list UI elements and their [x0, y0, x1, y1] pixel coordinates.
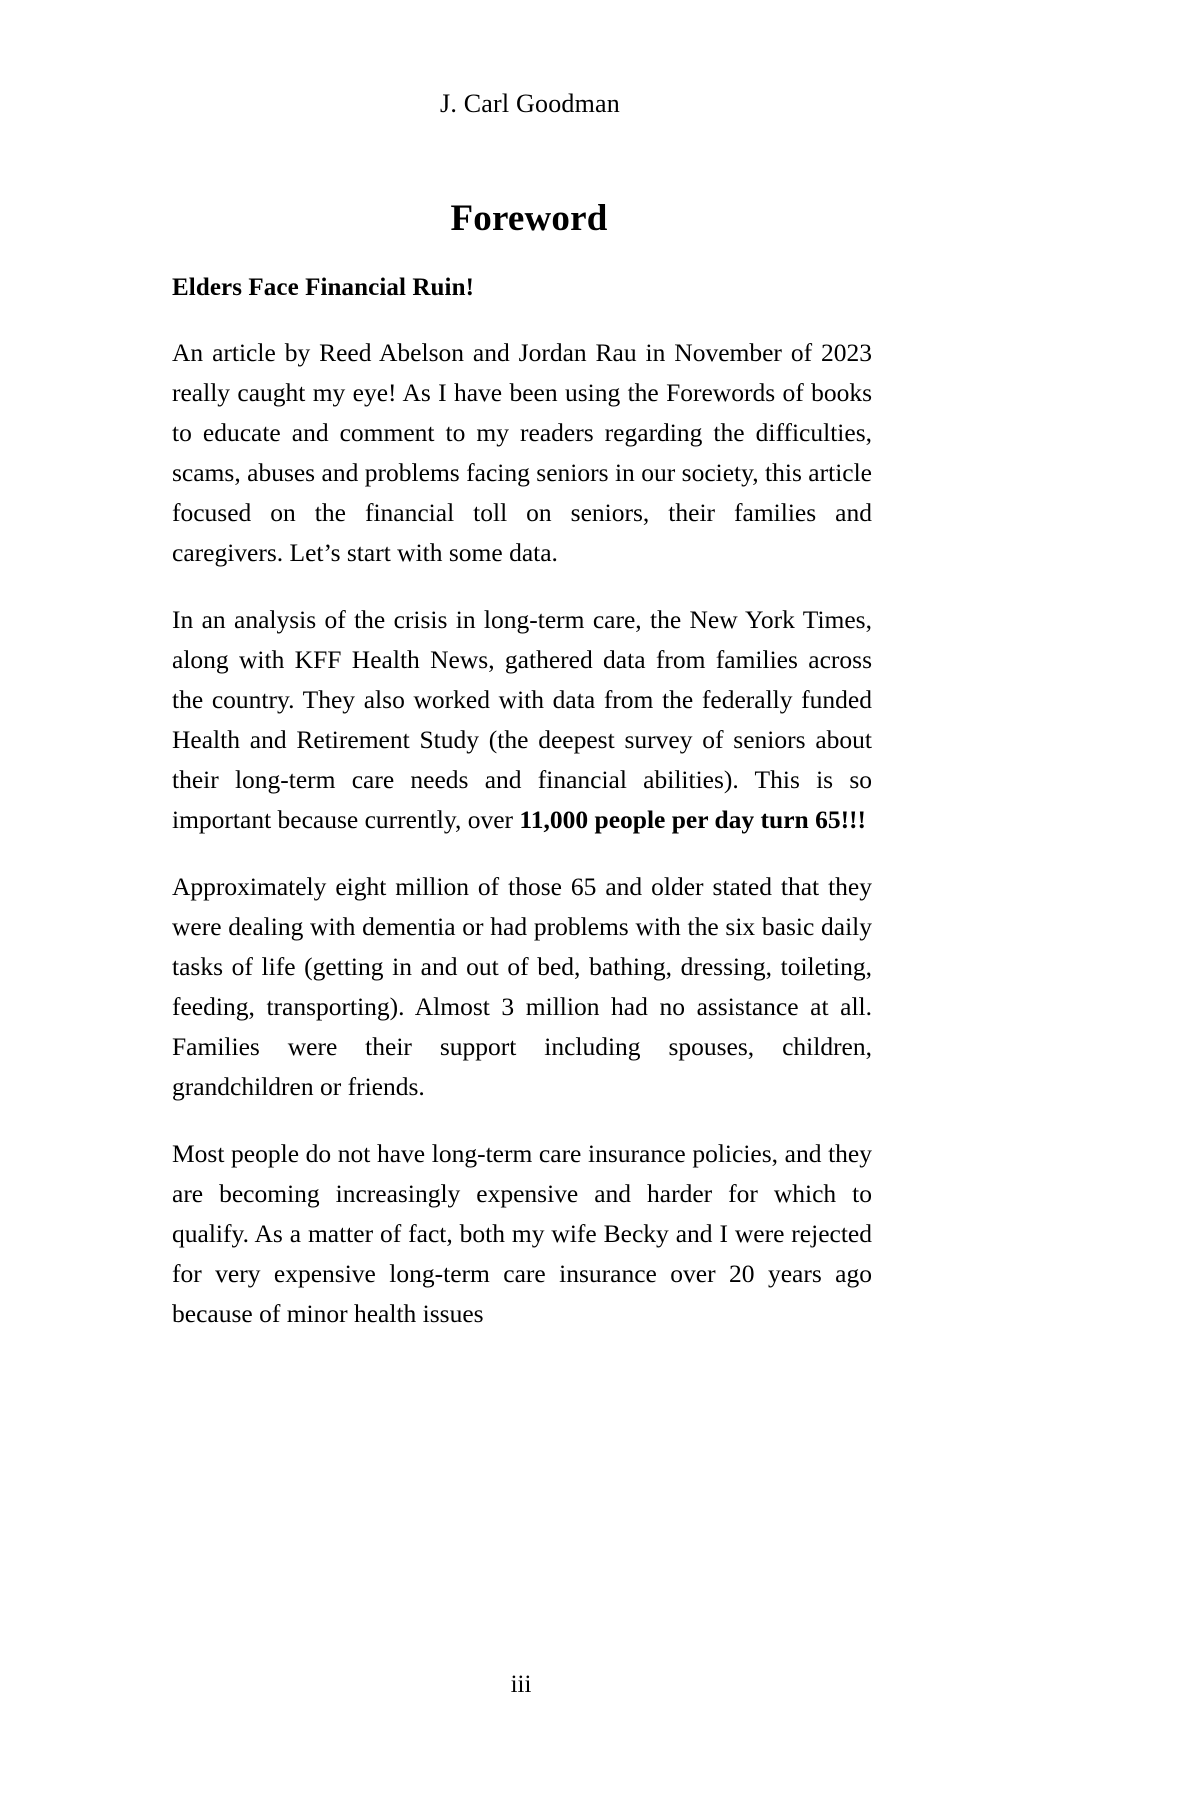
chapter-title: Foreword — [450, 197, 608, 239]
paragraph-1 — [172, 333, 872, 573]
paragraph-2 — [172, 600, 872, 840]
running-head-author: J. Carl Goodman — [440, 89, 620, 118]
paragraph-1-run-1: An article by Reed Abelson and Jordan Rau in November of 2023 really caught my eye! As I have been using the Forewords of books to educate and comment to my readers regarding the difficulties, scams, abuses and problems facing seniors in our society, this article focused on the financial toll on seniors, their families and caregivers. Let’s start with some data. — [172, 338, 872, 568]
paragraph-4-run-1: Most people do not have long-term care insurance policies, and they are becoming increasingly expensive and harder for which to qualify. As a matter of fact, both my wife Becky and I were rejected for very expensive long-term care insurance over 20 years ago because of minor health issues — [172, 1139, 872, 1329]
page-number: iii — [510, 1671, 532, 1698]
section-subheading: Elders Face Financial Ruin! — [172, 274, 475, 301]
paragraph-3 — [172, 867, 872, 1107]
body-text-column — [172, 272, 872, 1334]
paragraph-2-emphasis-statistic: 11,000 people per day turn 65!!! — [519, 805, 867, 835]
paragraph-2-run-1: In an analysis of the crisis in long-term care, the New York Times, along with KFF Health News, gathered data from families across the country. They also worked with data from the federally funded Health and Retirement Study (the deepest survey of seniors about their long-term care needs and financial abilities). This is so important because currently, over — [172, 605, 872, 835]
paragraph-4 — [172, 1134, 872, 1334]
paragraph-3-run-1: Approximately eight million of those 65 and older stated that they were dealing with dementia or had problems with the six basic daily tasks of life (getting in and out of bed, bathing, dressing, toileting, feeding, transporting). Almost 3 million had no assistance at all. Families were their support including spouses, children, grandchildren or friends. — [172, 872, 872, 1102]
